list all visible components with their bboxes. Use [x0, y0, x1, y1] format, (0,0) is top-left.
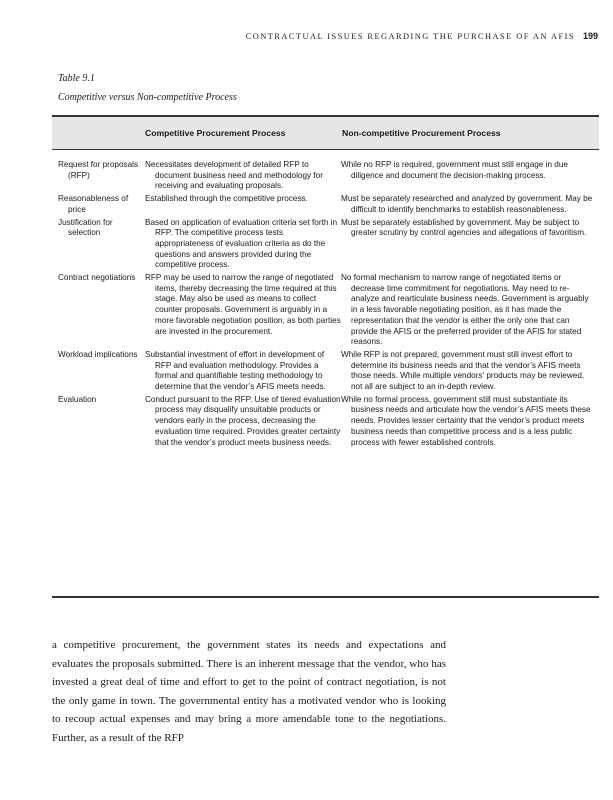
row-criterion: [58, 395, 145, 451]
row-criterion-text: Reasonableness of price: [58, 194, 129, 214]
row-competitive-cell: [145, 160, 341, 194]
row-noncompetitive-cell: [341, 218, 594, 274]
row-competitive-cell-text: Substantial investment of effort in development of RFP and evaluation methodology. Provides a formal and quantifiable testing methodology to determine that the vendor’s AFIS meets needs.: [145, 349, 326, 392]
row-noncompetitive-cell-text: Must be separately researched and analyzed by government. May be difficult to identify benchmarks to establish reasonableness.: [341, 194, 593, 214]
row-competitive-cell: [145, 218, 341, 274]
row-competitive-cell: [145, 273, 341, 350]
row-noncompetitive-cell: [341, 395, 594, 451]
row-criterion-text: Contract negotiations: [58, 273, 136, 283]
comparison-table: [58, 160, 594, 450]
column-header-competitive: Competitive Procurement Process: [145, 128, 286, 138]
table-label: Table 9.1: [58, 73, 95, 84]
row-criterion: [58, 160, 145, 194]
row-noncompetitive-cell-text: While no formal process, government still must substantiate its business needs and articulate how the vendor’s AFIS meets these needs. Provides lesser certainty that the vendor’s product meets business needs than competitive process and is a less public process with fewer established controls.: [341, 394, 591, 447]
row-noncompetitive-cell-text: While RFP is not prepared, government must still invest effort to determine its business needs and that the vendor’s AFIS meets those needs. While multiple vendors’ products may be reviewed, not all are subject to an in-depth review.: [341, 349, 585, 392]
table-header-band: [52, 117, 599, 149]
page-number: 199: [582, 31, 598, 41]
row-noncompetitive-cell: [341, 194, 594, 217]
row-criterion: [58, 194, 145, 217]
body-paragraph: a competitive procurement, the government states its needs and expectations and evaluates the proposals submitted. There is an inherent message that the vendor, who has invested a great deal of time and effort to get to the point of contract negotiation, is not the only game in town. The governmental entity has a motivated vendor who is looking to recoup actual expenses and may bring a more amendable tone to the negotiations. Further, as a result of the RFP: [52, 639, 446, 744]
table-row: [58, 160, 594, 194]
row-competitive-cell-text: RFP may be used to narrow the range of negotiated items, thereby decreasing the time required at this stage. May also be used as means to collect counter proposals. Government is arguably in a more favorable negotiation position, as both parties are invested in the procurement.: [145, 273, 341, 336]
table-row: [58, 218, 594, 274]
row-competitive-cell: [145, 194, 341, 217]
row-criterion-text: Evaluation: [58, 394, 97, 404]
row-competitive-cell-text: Necessitates development of detailed RFP to document business need and methodology for receiving and evaluating proposals.: [145, 160, 323, 191]
table-row: [58, 350, 594, 395]
table-row: [58, 273, 594, 350]
table-title: Competitive versus Non-competitive Process: [58, 92, 237, 103]
row-criterion: [58, 350, 145, 395]
row-criterion-text: Workload implications: [58, 349, 138, 359]
row-competitive-cell-text: Conduct pursuant to the RFP. Use of tiered evaluation process may disqualify unsuitable products or vendors early in the process, decreasing the evaluation time required. Provides greater certainty that the vendor’s product meets business needs.: [145, 394, 341, 447]
row-noncompetitive-cell-text: No formal mechanism to narrow range of negotiated items or decrease time commitment for negotiations. May need to re-analyze and rearticulate business needs. Government is arguably in a less favorable negotiating position, as it has made the representation that the vendor is either the only one that can provide the AFIS or the preferred provider of the AFIS for stated reasons.: [341, 273, 589, 347]
running-head: [0, 31, 598, 41]
table-header-rule: [52, 149, 599, 150]
table-row: [58, 395, 594, 451]
row-competitive-cell: [145, 395, 341, 451]
row-criterion-text: Justification for selection: [58, 217, 113, 238]
row-noncompetitive-cell-text: While no RFP is required, government must still engage in due diligence and document the decision-making process.: [341, 160, 568, 180]
row-competitive-cell-text: Established through the competitive process.: [145, 194, 308, 204]
row-criterion-text: Request for proposals (RFP): [58, 160, 139, 180]
table-row: [58, 194, 594, 217]
column-header-noncompetitive: Non-competitive Procurement Process: [342, 128, 501, 138]
row-criterion: [58, 273, 145, 350]
row-criterion: [58, 218, 145, 274]
row-competitive-cell-text: Based on application of evaluation criteria set forth in RFP. The competitive process tests appropriateness of evaluation criteria as do the questions and answers provided during the competitive process.: [145, 217, 338, 270]
row-noncompetitive-cell: [341, 160, 594, 194]
row-noncompetitive-cell-text: Must be separately established by government. May be subject to greater scrutiny by control agencies and allegations of favoritism.: [341, 217, 587, 238]
row-noncompetitive-cell: [341, 350, 594, 395]
row-noncompetitive-cell: [341, 273, 594, 350]
row-competitive-cell: [145, 350, 341, 395]
running-head-title: CONTRACTUAL ISSUES REGARDING THE PURCHASE OF AN AFIS: [245, 32, 575, 41]
table-bottom-rule: [52, 596, 599, 598]
